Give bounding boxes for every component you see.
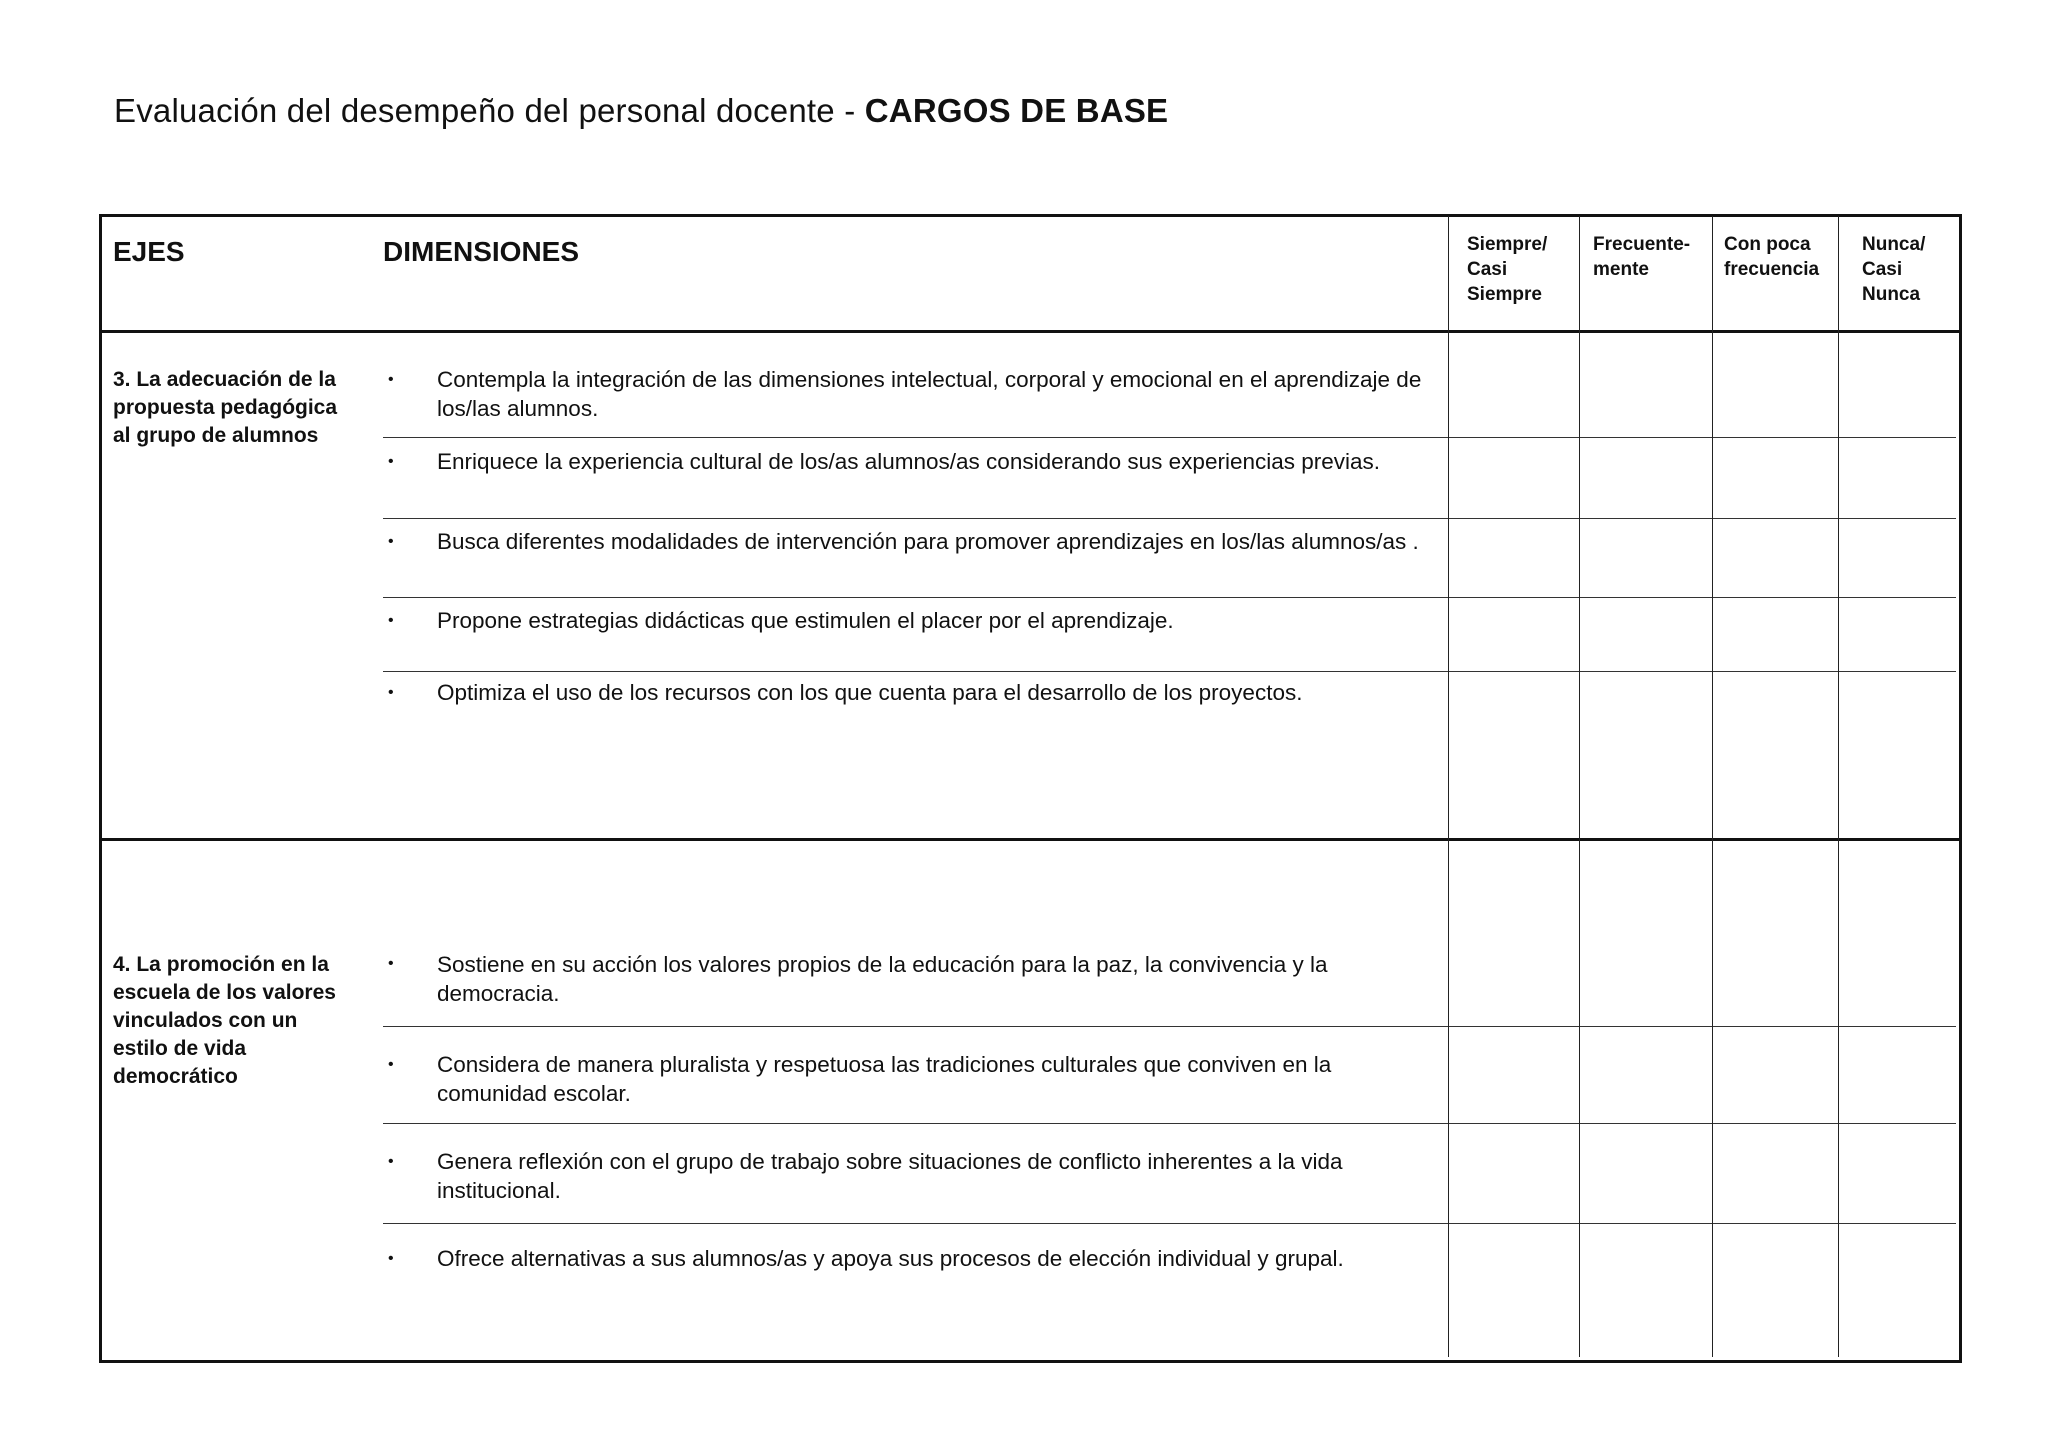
rating-cell[interactable] [1713,598,1838,671]
rating-cell[interactable] [1839,331,1956,437]
rating-cell[interactable] [1713,1027,1838,1123]
dimension-item: Propone estrategias didácticas que estimulen el placer por el aprendizaje. [437,608,1174,633]
bullet-icon: • [388,1153,394,1170]
rating-cell[interactable] [1839,672,1956,838]
rating-cell[interactable] [1839,1027,1956,1123]
rating-cell[interactable] [1713,438,1838,518]
page-title [114,92,1168,130]
bullet-icon: • [388,533,394,550]
title-prefix: Evaluación del desempeño del personal docente - [114,92,865,129]
rating-cell[interactable] [1580,331,1712,437]
header-frecuentemente: Frecuente- mente [1593,234,1691,280]
rating-cell[interactable] [1449,672,1579,838]
eje-3-label: 3. La adecuación de la propuesta pedagógica al grupo de alumnos [113,368,338,447]
rating-cell[interactable] [1713,839,1838,1026]
dimension-item: Genera reflexión con el grupo de trabajo sobre situaciones de conflicto inherentes a la vida institucional. [437,1149,1343,1203]
rating-cell[interactable] [1839,598,1956,671]
rating-cell[interactable] [1449,331,1579,437]
title-emphasis: CARGOS DE BASE [864,92,1169,129]
bullet-icon: • [388,1056,394,1073]
rating-cell[interactable] [1449,438,1579,518]
rating-cell[interactable] [1713,519,1838,597]
eje-4-label: 4. La promoción en la escuela de los valores vinculados con un estilo de vida democrático [113,953,336,1088]
rating-cell[interactable] [1839,519,1956,597]
rating-cell[interactable] [1713,672,1838,838]
rating-cell[interactable] [1449,1124,1579,1223]
dimension-item: Contempla la integración de las dimensiones intelectual, corporal y emocional en el aprendizaje de los/las alumnos. [437,367,1422,421]
bullet-icon: • [388,612,394,629]
rating-cell[interactable] [1580,839,1712,1026]
rating-cell[interactable] [1713,1124,1838,1223]
rating-cell[interactable] [1839,1124,1956,1223]
rating-cell[interactable] [1449,1027,1579,1123]
dimension-item: Sostiene en su acción los valores propios de la educación para la paz, la convivencia y la democracia. [437,952,1328,1006]
header-nunca: Nunca/ Casi Nunca [1862,234,1926,305]
rating-cell[interactable] [1449,519,1579,597]
rating-cell[interactable] [1449,839,1579,1026]
dimension-item: Busca diferentes modalidades de intervención para promover aprendizajes en los/las alumnos/as . [437,529,1419,554]
rating-cell[interactable] [1839,438,1956,518]
rating-cell[interactable] [1580,1124,1712,1223]
rating-cell[interactable] [1839,839,1956,1026]
rating-cell[interactable] [1580,672,1712,838]
rating-cell[interactable] [1713,1224,1838,1357]
dimension-item: Ofrece alternativas a sus alumnos/as y apoya sus procesos de elección individual y grupal. [437,1246,1344,1271]
header-ejes: EJES [113,236,185,267]
rating-cell[interactable] [1580,1027,1712,1123]
bullet-icon: • [388,371,394,388]
rating-cell[interactable] [1580,1224,1712,1357]
dimension-item: Enriquece la experiencia cultural de los/as alumnos/as considerando sus experiencias previas. [437,449,1381,474]
bullet-icon: • [388,684,394,701]
bullet-icon: • [388,1250,394,1267]
rating-cell[interactable] [1580,519,1712,597]
bullet-icon: • [388,453,394,470]
rating-cell[interactable] [1713,331,1838,437]
bullet-icon: • [388,955,394,972]
rating-cell[interactable] [1580,598,1712,671]
header-siempre: Siempre/ Casi Siempre [1467,234,1548,305]
dimension-item: Considera de manera pluralista y respetuosa las tradiciones culturales que conviven en la comunidad escolar. [437,1052,1332,1106]
rating-cell[interactable] [1449,1224,1579,1357]
rating-cell[interactable] [1839,1224,1956,1357]
header-con-poca-frecuencia: Con poca frecuencia [1724,234,1820,280]
dimension-item: Optimiza el uso de los recursos con los que cuenta para el desarrollo de los proyectos. [437,680,1303,705]
header-dimensiones: DIMENSIONES [383,236,580,267]
rating-cell[interactable] [1580,438,1712,518]
rating-cell[interactable] [1449,598,1579,671]
